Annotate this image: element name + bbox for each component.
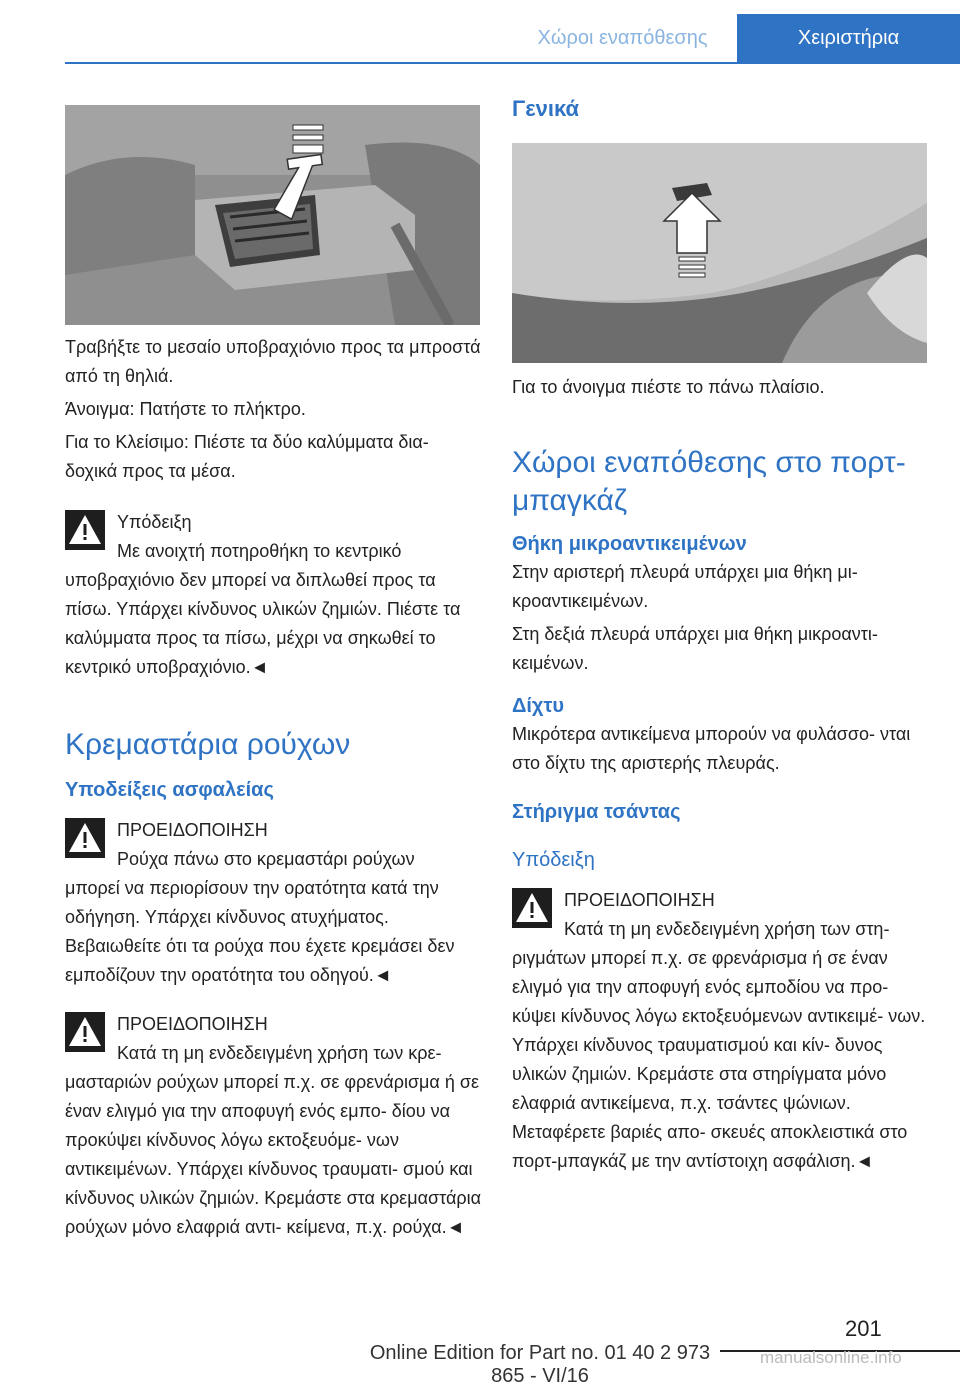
text-net: Μικρότερα αντικείμενα μπορούν να φυλάσσο- νται στο δίχτυ της αριστερής πλευράς.	[512, 724, 911, 773]
caption-close: Για το Κλείσιμο: Πιέστε τα δύο καλύμματα δια- δοχικά προς τα μέσα.	[65, 432, 429, 481]
subheading-net: Δίχτυ	[512, 695, 565, 717]
heading-general: Γενικά	[512, 96, 580, 121]
warning-line1: Ρούχα πάνω στο κρεμαστάρι ρούχων	[117, 849, 415, 869]
warning-triangle-icon	[65, 510, 105, 550]
warning-block-2	[65, 1010, 481, 1242]
warning-block-1	[65, 816, 481, 990]
warning-text: μασταριών ρούχων μπορεί π.χ. σε φρενάρισμα ή σε έναν ελιγμό για την αποφυγή ενός εμπο- δίου να προκύψει κίνδυνος λόγω εκτοξευόμε- νων αντικειμένων. Υπάρχει κίνδυνος τραυματι- σμού και κίνδυνος υλικών ζημιών. Κρεμάστε στα κρεμαστάρια ρούχων μόνο ελαφριά αντι- κείμενα, π.χ. ρούχα.◄	[65, 1072, 481, 1237]
section-heading-hangers: Κρεμαστάρια ρούχων	[65, 728, 351, 761]
edition-text: Online Edition for Part no. 01 40 2 973 865 - VI/16	[360, 1342, 720, 1388]
subheading-safety: Υποδείξεις ασφαλείας	[65, 779, 274, 801]
warning-line1: Κατά τη μη ενδεδειγμένη χρήση των κρε-	[117, 1043, 442, 1063]
warning-title: ΠΡΟΕΙΔΟΠΟΙΗΣΗ	[117, 1014, 268, 1034]
warning-title: ΠΡΟΕΙΔΟΠΟΙΗΣΗ	[117, 820, 268, 840]
warning-triangle-icon	[512, 888, 552, 928]
warning-block-3	[512, 886, 928, 1176]
warning-triangle-icon	[65, 1012, 105, 1052]
warning-triangle-icon	[65, 818, 105, 858]
left-column	[65, 105, 481, 1242]
armrest-photo	[65, 105, 480, 325]
note-text: υποβραχιόνιο δεν μπορεί να διπλωθεί προς τα πίσω. Υπάρχει κίνδυνος υλικών ζημιών. Πιέστε τα καλύμματα προς τα πίσω, μέχρι να σηκωθεί το κεντρικό υποβραχιόνιο.◄	[65, 570, 461, 677]
header-section-tab[interactable]: Χώροι εναπόθεσης	[537, 27, 708, 49]
text-left-compartment: Στην αριστερή πλευρά υπάρχει μια θήκη μι- κροαντικειμένων.	[512, 562, 858, 611]
watermark: manualsonline.info	[760, 1348, 902, 1367]
subheading-small-items: Θήκη μικροαντικειμένων	[512, 533, 747, 555]
warning-line1: Κατά τη μη ενδεδειγμένη χρήση των στη-	[564, 919, 890, 939]
caption-open-frame: Για το άνοιγμα πιέστε το πάνω πλαίσιο.	[512, 377, 825, 397]
header-rule	[65, 62, 960, 64]
note-line1: Με ανοιχτή ποτηροθήκη το κεντρικό	[117, 541, 402, 561]
text-right-compartment: Στη δεξιά πλευρά υπάρχει μια θήκη μικροαντι- κειμένων.	[512, 624, 878, 673]
warning-text: μπορεί να περιορίσουν την ορατότητα κατά την οδήγηση. Υπάρχει κίνδυνος ατυχήματος. Βεβαιωθείτε ότι τα ρούχα που έχετε κρεμάσει δεν εμποδίζουν την ορατότητα του οδηγού.◄	[65, 878, 455, 985]
caption-open: Άνοιγμα: Πατήστε το πλήκτρο.	[65, 399, 306, 419]
right-column	[512, 95, 928, 1176]
warning-title: ΠΡΟΕΙΔΟΠΟΙΗΣΗ	[564, 890, 715, 910]
roof-frame-photo	[512, 143, 927, 363]
caption-pull: Τραβήξτε το μεσαίο υποβραχιόνιο προς τα μπροστά από τη θηλιά.	[65, 337, 481, 386]
section-heading-trunk: Χώροι εναπόθεσης στο πορτ-μπαγκάζ	[512, 446, 906, 517]
note-block	[65, 508, 481, 682]
subheading-bag-hook: Στήριγμα τσάντας	[512, 801, 681, 823]
warning-text: ριγμάτων μπορεί π.χ. σε φρενάρισμα ή σε έναν ελιγμό για την αποφυγή ενός εμποδίου να προ- κύψει κίνδυνος λόγω εκτοξευόμενων αντικειμέ- νων. Υπάρχει κίνδυνος τραυματισμού και κίν- δυνος υλικών ζημιών. Κρεμάστε στα στηρίγματα μόνο ελαφριά αντικείμενα, π.χ. τσάντες ψώνιων. Μεταφέρετε βαριές απο- σκευές αποκλειστικά στο πορτ-μπαγκάζ με την αντίστοιχη ασφάλιση.◄	[512, 948, 926, 1171]
page-number: 201	[845, 1316, 882, 1341]
note-title: Υπόδειξη	[117, 512, 192, 532]
header-chapter-tab[interactable]: Χειριστήρια	[737, 14, 960, 62]
subheading-note: Υπόδειξη	[512, 849, 595, 871]
